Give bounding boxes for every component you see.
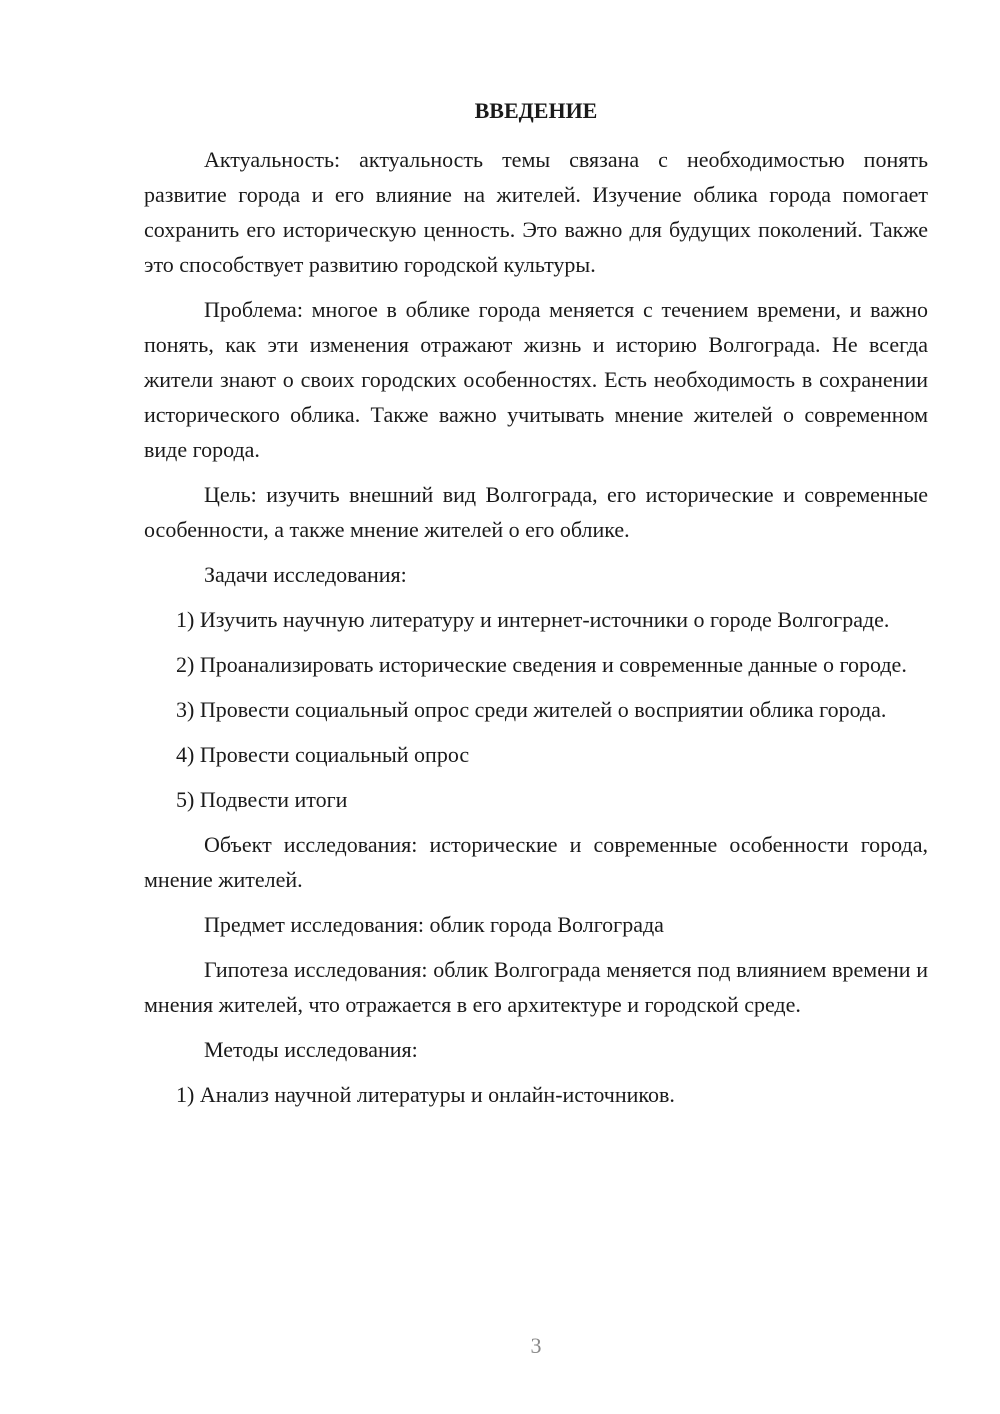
problem-paragraph: Проблема: многое в облике города меняется с течением времени, и важно понять, как эти изменения отражают жизнь и историю Волгограда. Не всегда жители знают о своих городских особенностях. Есть необходимость в сохранении исторического облика. Также важно учитывать мнение жителей о современном виде города. [144,297,928,462]
document-body [144,142,928,1112]
task-item: 4) Провести социальный опрос [176,742,470,767]
task-item: 2) Проанализировать исторические сведения и современные данные о городе. [176,652,907,677]
task-item: 5) Подвести итоги [176,787,348,812]
task-item: 3) Провести социальный опрос среди жителей о восприятии облика города. [176,697,887,722]
object-paragraph: Объект исследования: исторические и современные особенности города, мнение жителей. [144,832,928,892]
goal-paragraph: Цель: изучить внешний вид Волгограда, его исторические и современные особенности, а также мнение жителей о его облике. [144,482,928,542]
relevance-paragraph: Актуальность: актуальность темы связана с необходимостью понять развитие города и его влияние на жителей. Изучение облика города помогает сохранить его историческую ценность. Это важно для будущих поколений. Также это способствует развитию городской культуры. [144,147,928,277]
method-item: 1) Анализ научной литературы и онлайн-источников. [176,1082,675,1107]
section-title: ВВЕДЕНИЕ [474,98,598,123]
tasks-heading: Задачи исследования: [204,562,407,587]
methods-heading: Методы исследования: [204,1037,418,1062]
hypothesis-paragraph: Гипотеза исследования: облик Волгограда меняется под влиянием времени и мнения жителей, что отражается в его архитектуре и городской среде. [144,957,928,1017]
task-item: 1) Изучить научную литературу и интернет-источники о городе Волгограде. [176,607,890,632]
page-number: 3 [530,1333,542,1358]
subject-paragraph: Предмет исследования: облик города Волгограда [204,912,664,937]
